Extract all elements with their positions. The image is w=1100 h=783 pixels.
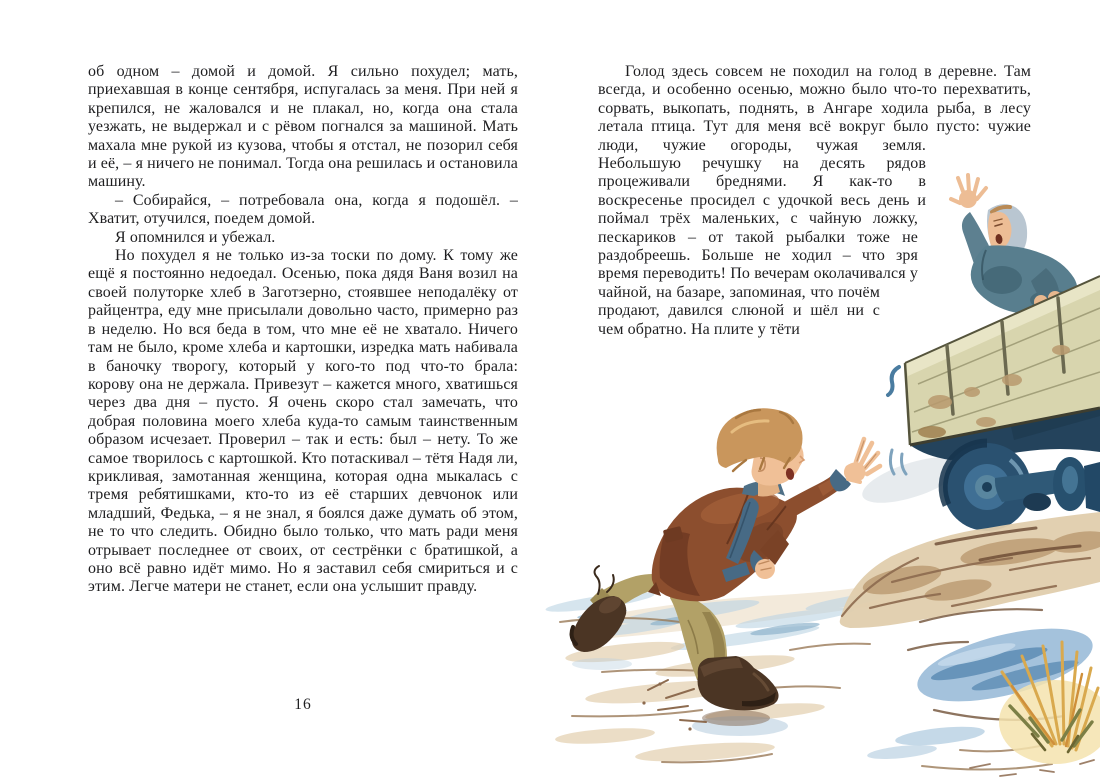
paragraph: об одном – домой и домой. Я сильно похудел; мать, приехавшая в конце сентября, испугалась за меня. При ней я крепился, не жаловался и не плакал, но, когда она стала уезжать, не выдержал и с рёвом погнался за машиной. Мать махала мне рукой из кузова, чтобы я отстал, не позорил себя и её, – я ничего не понимал. Тогда она решилась и остановила машину. bbox=[88, 63, 518, 191]
text-wrap-spacer bbox=[1031, 63, 1032, 137]
left-page-text bbox=[88, 63, 518, 597]
paragraph: – Собирайся, – потребовала она, когда я подошёл. – Хватит, отучился, поедем домой. bbox=[88, 191, 518, 228]
page-number: 16 bbox=[294, 696, 312, 713]
illustration-boy-chasing-truck bbox=[540, 150, 1100, 783]
paragraph: Голод здесь совсем не походил на голод в деревне. Там всегда, и особенно осенью, можно было что-то перехватить, сорвать, выкопать, поднять, в Ангаре ходила рыба, в лесу летала птица. Тут для меня всё вокруг было пусто: чужие люди, чужие огороды, чужая земля. Небольшую речушку на десять рядов процеживали бреднями. Я как-то в воскресенье просидел с удочкой весь день и поймал трёх маленьких, с чайную ложку, пескариков – от такой рыбалки тоже не раздобреешь. Больше не ходил – что зря время переводить! По вечерам околачивался у чайной, на базаре, запоминая, что почём продают, давился слюной и шёл ни с чем обратно. На плите у тёти bbox=[598, 63, 1031, 338]
paragraph: Я опомнился и убежал. bbox=[115, 228, 276, 246]
mud-bank bbox=[840, 512, 1100, 628]
latch bbox=[888, 367, 899, 395]
paragraph: Но похудел я не только из-за тоски по дому. К тому же ещё я постоянно недоедал. Осенью, пока дядя Ваня возил на своей полуторке хлеб в Заготзерно, стоявшее неподалёку от райцентра, еду мне присылали довольно часто, примерно раз в неделю. Но вся беда в том, что мне её не хватало. Ничего там не было, кроме хлеба и картошки, изредка мать набивала в баночку творогу, который у кого-то под что-то брала: корову она не держала. Привезут – кажется много, хватишься через два дня – пусто. Я очень скоро стал замечать, что добрая половина моего хлеба куда-то самым таинственным образом исчезает. Проверил – так и есть: был – нету. То же самое творилось с картошкой. Кто потаскивал – тётя Надя ли, крикливая, замотанная женщина, которая одна мыкалась с тремя ребятишками, кто-то из её старших девчонок или младший, Федька, – я не знал, я боялся даже думать об этом, не то что следить. Обидно было только, что мать ради меня отрывает последнее от своих, от сестрёнки с братишкой, а оно всё равно идёт мимо. Но я заставил себя смириться и с этим. Легче матери не станет, если она услышит правду. bbox=[88, 247, 518, 596]
